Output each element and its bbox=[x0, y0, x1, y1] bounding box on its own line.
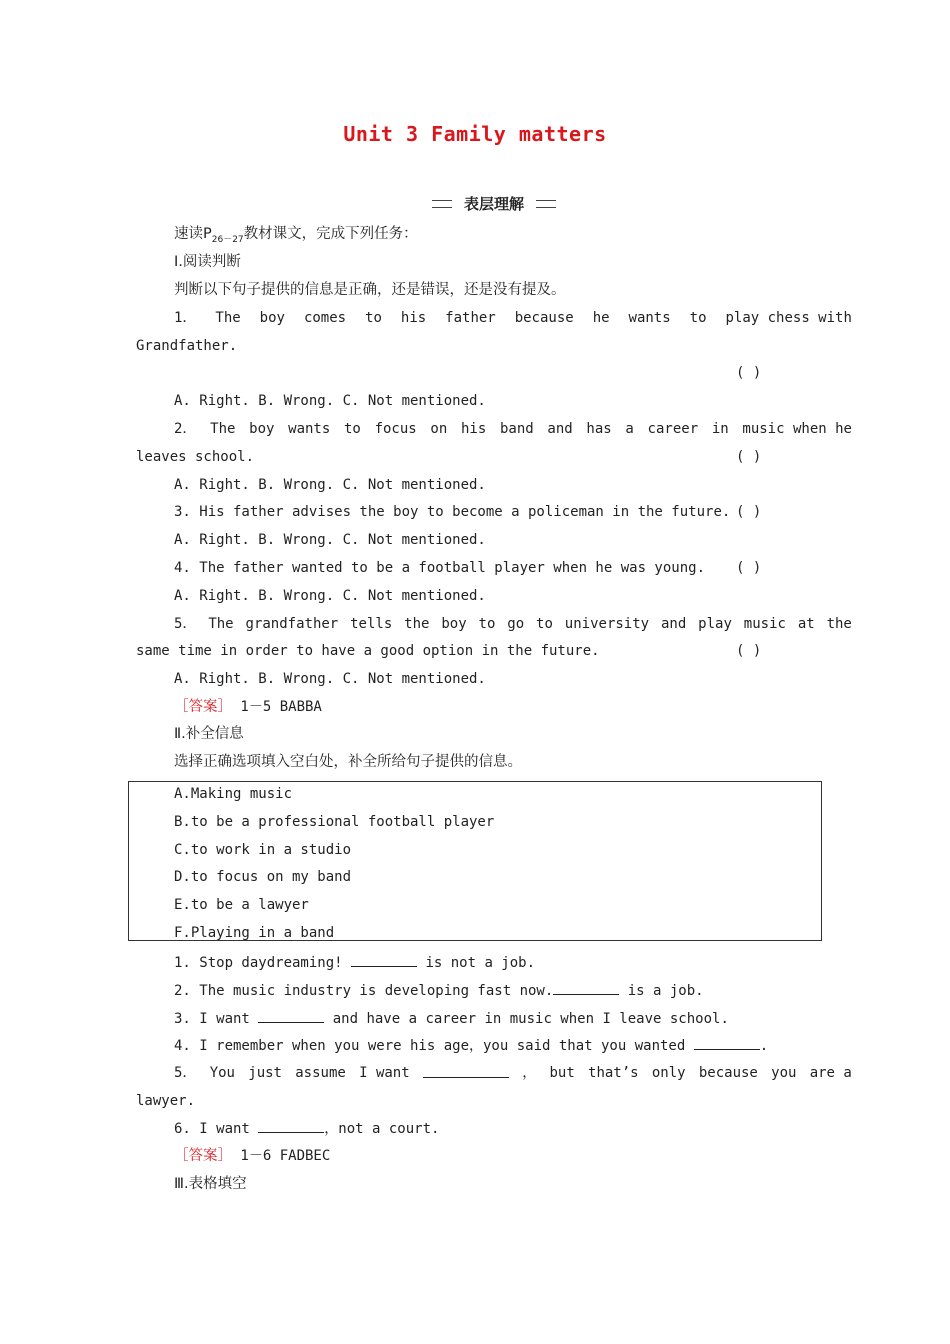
blank bbox=[423, 1063, 509, 1078]
intro-line: 速读$P_{26-27}$教材课文，完成下列任务： bbox=[174, 226, 418, 245]
banner-rule-right bbox=[536, 200, 556, 208]
q2-line-1: 2． The boy wants to focus on his band and has a career in music when he bbox=[174, 421, 852, 437]
answer-bracket: ( ) bbox=[736, 504, 762, 520]
answer-key-1: ［答案］ 1－5 BABBA bbox=[174, 699, 322, 715]
section-1-heading: Ⅰ.阅读判断 bbox=[174, 254, 241, 270]
answer-tag: ［答案］ bbox=[174, 699, 232, 715]
option-a: A.Making music bbox=[174, 786, 293, 802]
q1-line-1: 1． The boy comes to his father because he wants to play chess with bbox=[174, 310, 852, 326]
fill-3: 3. I want and have a career in music when I leave school. bbox=[136, 1008, 852, 1029]
q1-options: A. Right. B. Wrong. C. Not mentioned. bbox=[174, 393, 486, 409]
q5-options: A. Right. B. Wrong. C. Not mentioned. bbox=[174, 671, 486, 687]
banner-label: 表层理解 bbox=[454, 193, 534, 213]
section-1-instruction: 判断以下句子提供的信息是正确，还是错误，还是没有提及。 bbox=[174, 282, 566, 298]
section-banner bbox=[432, 193, 556, 215]
blank bbox=[553, 980, 619, 995]
fill-5-line-1: 5． You just assume I want ， but that’s only because you are a bbox=[174, 1065, 852, 1081]
answer-tag: ［答案］ bbox=[174, 1148, 232, 1164]
section-2-instruction: 选择正确选项填入空白处，补全所给句子提供的信息。 bbox=[174, 754, 522, 770]
q4-options: A. Right. B. Wrong. C. Not mentioned. bbox=[174, 588, 486, 604]
section-2-heading: Ⅱ.补全信息 bbox=[174, 726, 244, 742]
banner-rule-left bbox=[432, 200, 452, 208]
q5-line-1: 5． The grandfather tells the boy to go to university and play music at the bbox=[174, 616, 852, 632]
fill-6: 6. I want ，not a court. bbox=[136, 1118, 852, 1139]
option-b: B.to be a professional football player bbox=[174, 814, 495, 830]
blank bbox=[258, 1118, 324, 1133]
section-3-heading: Ⅲ.表格填空 bbox=[174, 1176, 247, 1192]
unit-title: Unit 3 Family matters bbox=[343, 122, 607, 146]
options-box bbox=[128, 781, 822, 941]
answer-key-2: ［答案］ 1－6 FADBEC bbox=[174, 1148, 331, 1164]
q1-line-2: Grandfather. bbox=[136, 338, 238, 354]
q3-line: 3. His father advises the boy to become a policeman in the future. bbox=[174, 504, 731, 520]
blank bbox=[258, 1008, 324, 1023]
option-c: C.to work in a studio bbox=[174, 842, 352, 858]
answer-bracket: ( ) bbox=[736, 643, 762, 659]
fill-2: 2. The music industry is developing fast now. is a job. bbox=[136, 980, 852, 1001]
option-f: F.Playing in a band bbox=[174, 925, 335, 941]
answer-bracket: ( ) bbox=[736, 449, 762, 465]
q2-line-2: leaves school. bbox=[136, 449, 255, 465]
fill-4: 4. I remember when you were his age，you said that you wanted . bbox=[136, 1035, 852, 1056]
option-d: D.to focus on my band bbox=[174, 869, 352, 885]
q4-line: 4. The father wanted to be a football player when he was young. bbox=[174, 560, 706, 576]
q3-options: A. Right. B. Wrong. C. Not mentioned. bbox=[174, 532, 486, 548]
answer-bracket: ( ) bbox=[736, 365, 762, 381]
blank bbox=[694, 1035, 760, 1050]
option-e: E.to be a lawyer bbox=[174, 897, 309, 913]
q2-options: A. Right. B. Wrong. C. Not mentioned. bbox=[174, 477, 486, 493]
blank bbox=[351, 952, 417, 967]
fill-5-line-2: lawyer. bbox=[136, 1093, 196, 1109]
answer-bracket: ( ) bbox=[736, 560, 762, 576]
q5-line-2: same time in order to have a good option in the future. bbox=[136, 643, 600, 659]
fill-1: 1. Stop daydreaming! is not a job. bbox=[136, 952, 852, 973]
